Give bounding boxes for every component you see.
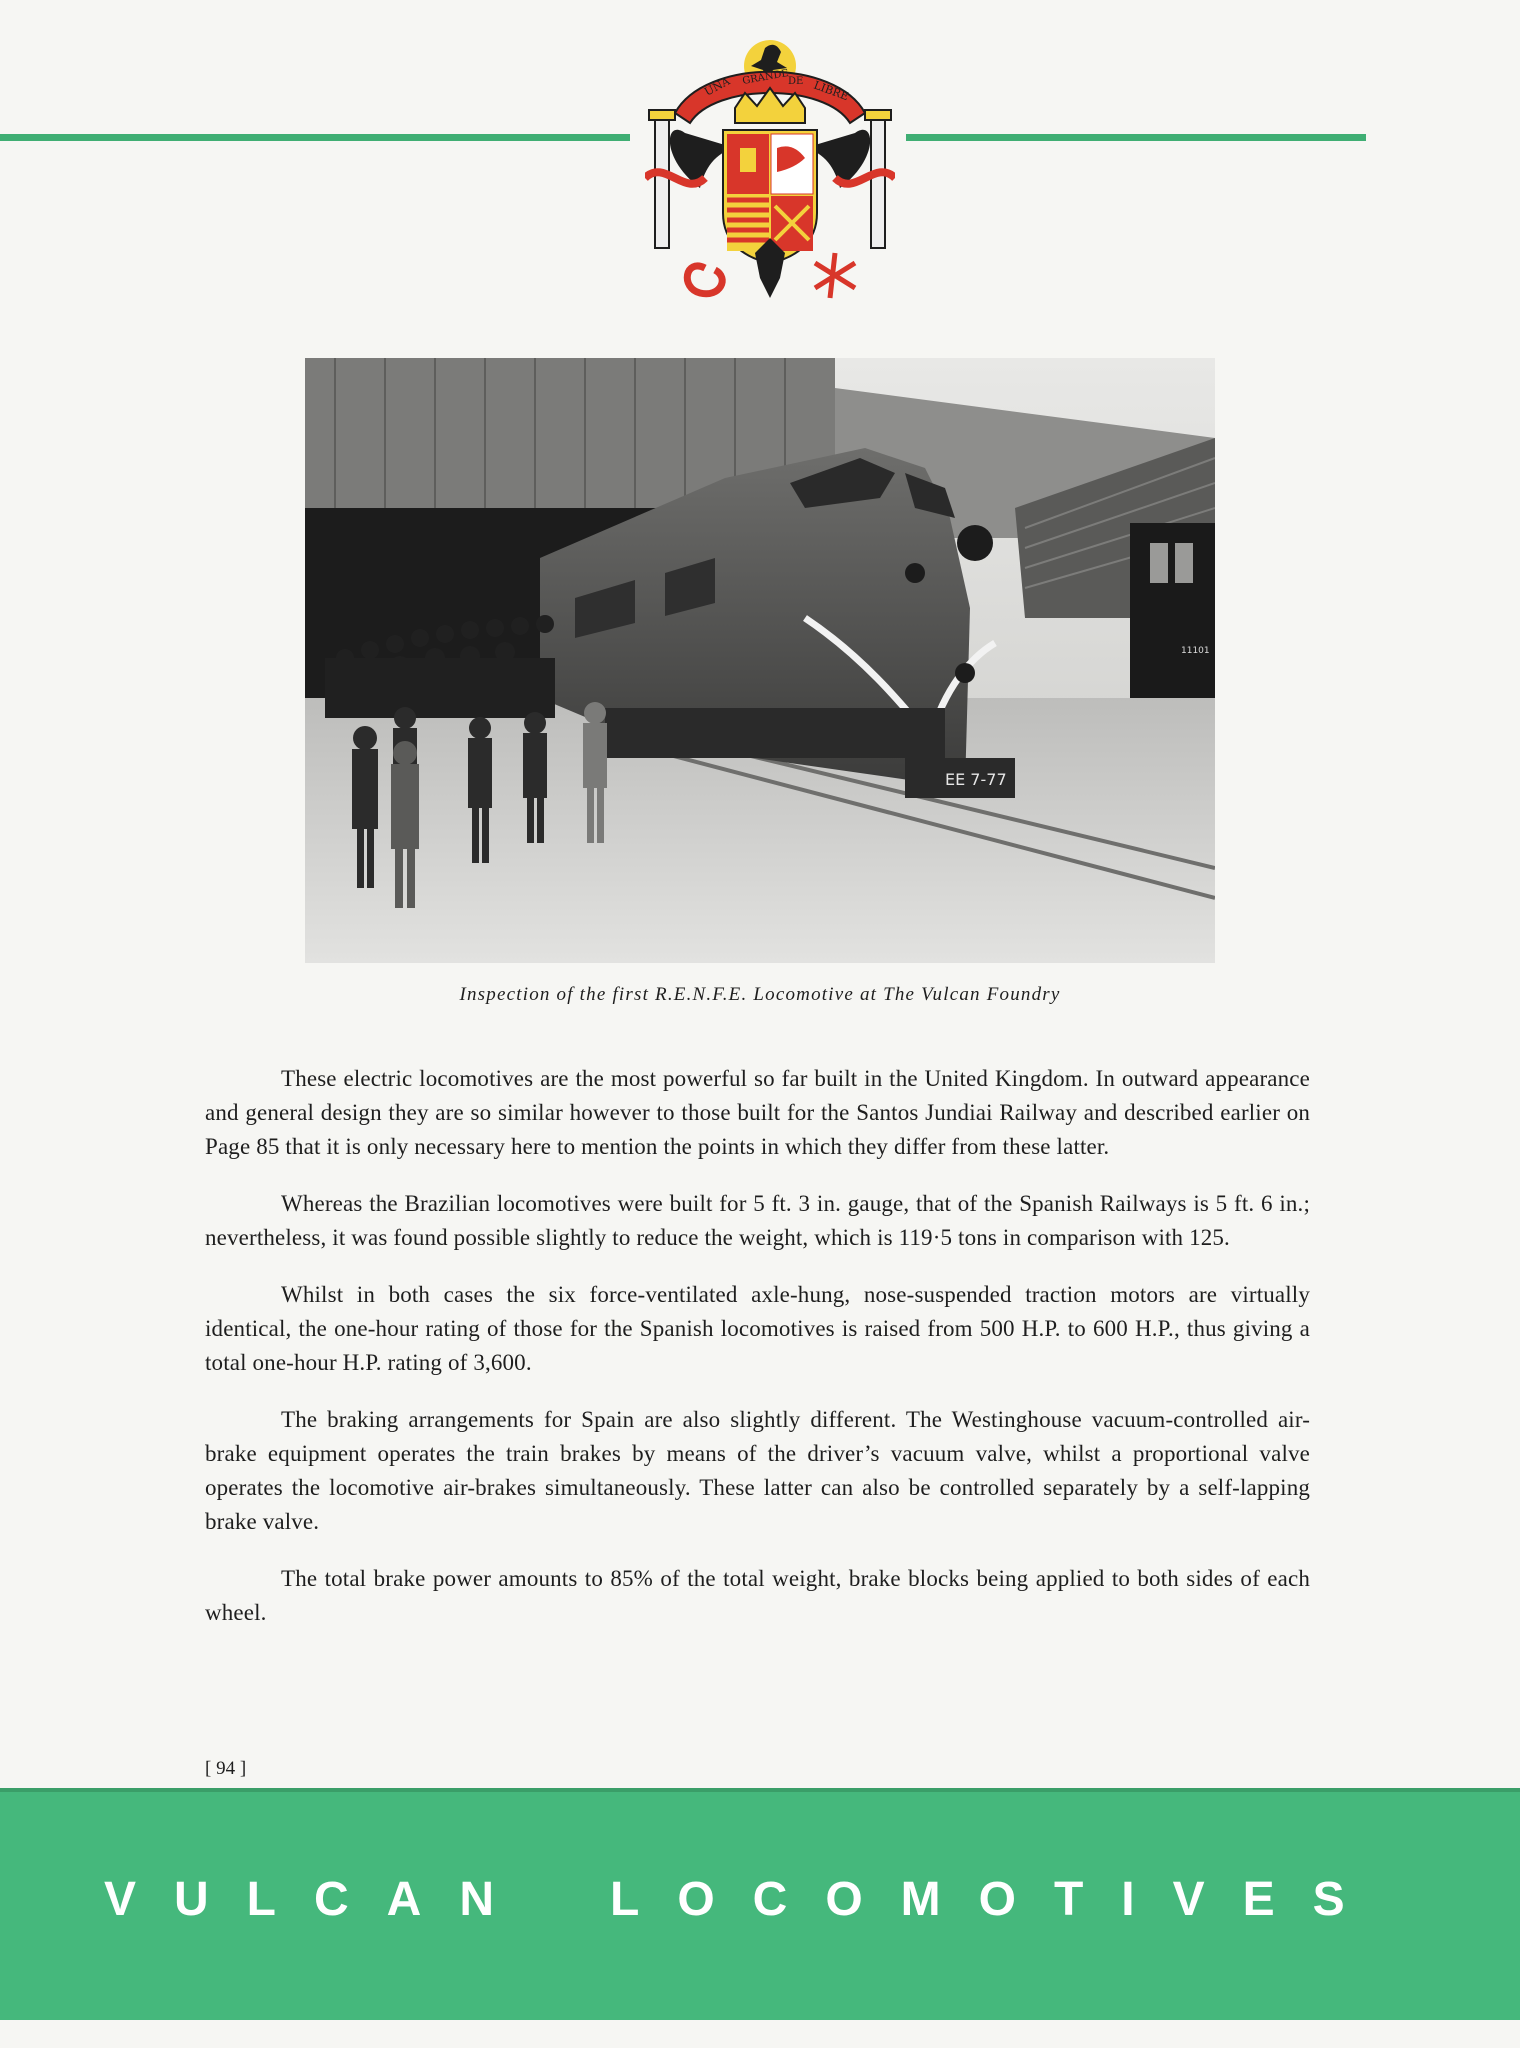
top-rule-left xyxy=(0,134,630,141)
page-number: [ 94 ] xyxy=(205,1758,247,1779)
carriage-number-plate: 11101 xyxy=(1181,646,1210,656)
crest-motto-right: LIBRE xyxy=(811,78,851,104)
crest-motto-left: UNA xyxy=(702,74,733,99)
footer-rule xyxy=(0,1788,1520,1792)
footer-word-vulcan: VULCAN xyxy=(104,1873,532,1926)
paragraph-3: Whilst in both cases the six force-ventilated axle-hung, nose-suspended traction motors are virtually identical, the one-hour rating of those for the Spanish locomotives is raised from 500 H.P. to 600 H.P., thus giving a total one-hour H.P. rating of 3,600. xyxy=(205,1282,1310,1375)
footer-title xyxy=(104,1872,1383,1927)
crest-motto-de: DE xyxy=(788,76,804,87)
crest-motto-mid: GRANDE xyxy=(741,67,790,87)
locomotive-photo xyxy=(305,358,1215,963)
paragraph-2: Whereas the Brazilian locomotives were built for 5 ft. 3 in. gauge, that of the Spanish Railways is 5 ft. 6 in.; nevertheless, it was found possible slightly to reduce the weight, which is 119·5 tons in comparison with 125. xyxy=(205,1191,1310,1250)
footer-word-locomotives: LOCOMOTIVES xyxy=(610,1873,1383,1926)
locomotive-front-plate: EE 7-77 xyxy=(945,770,1007,789)
paragraph-4: The braking arrangements for Spain are also slightly different. The Westinghouse vacuum-controlled air-brake equipment operates the train brakes by means of the driver’s vacuum valve, whilst a proportional valve operates the locomotive air-brakes simultaneously. These latter can also be controlled separately by a self-lapping brake valve. xyxy=(205,1407,1310,1534)
footer-band xyxy=(0,1788,1520,2020)
coat-of-arms-emblem xyxy=(645,38,895,328)
paragraph-1: These electric locomotives are the most powerful so far built in the United Kingdom. In outward appearance and general design they are so similar however to those built for the Santos Jundiai Railway and described earlier on Page 85 that it is only necessary here to mention the points in which they differ from these latter. xyxy=(205,1066,1310,1159)
photo-caption: Inspection of the first R.E.N.F.E. Locomotive at The Vulcan Foundry xyxy=(459,984,1061,1005)
article-body xyxy=(205,1062,1310,1653)
top-rule-right xyxy=(906,134,1366,141)
paragraph-5: The total brake power amounts to 85% of the total weight, brake blocks being applied to both sides of each wheel. xyxy=(205,1566,1310,1625)
